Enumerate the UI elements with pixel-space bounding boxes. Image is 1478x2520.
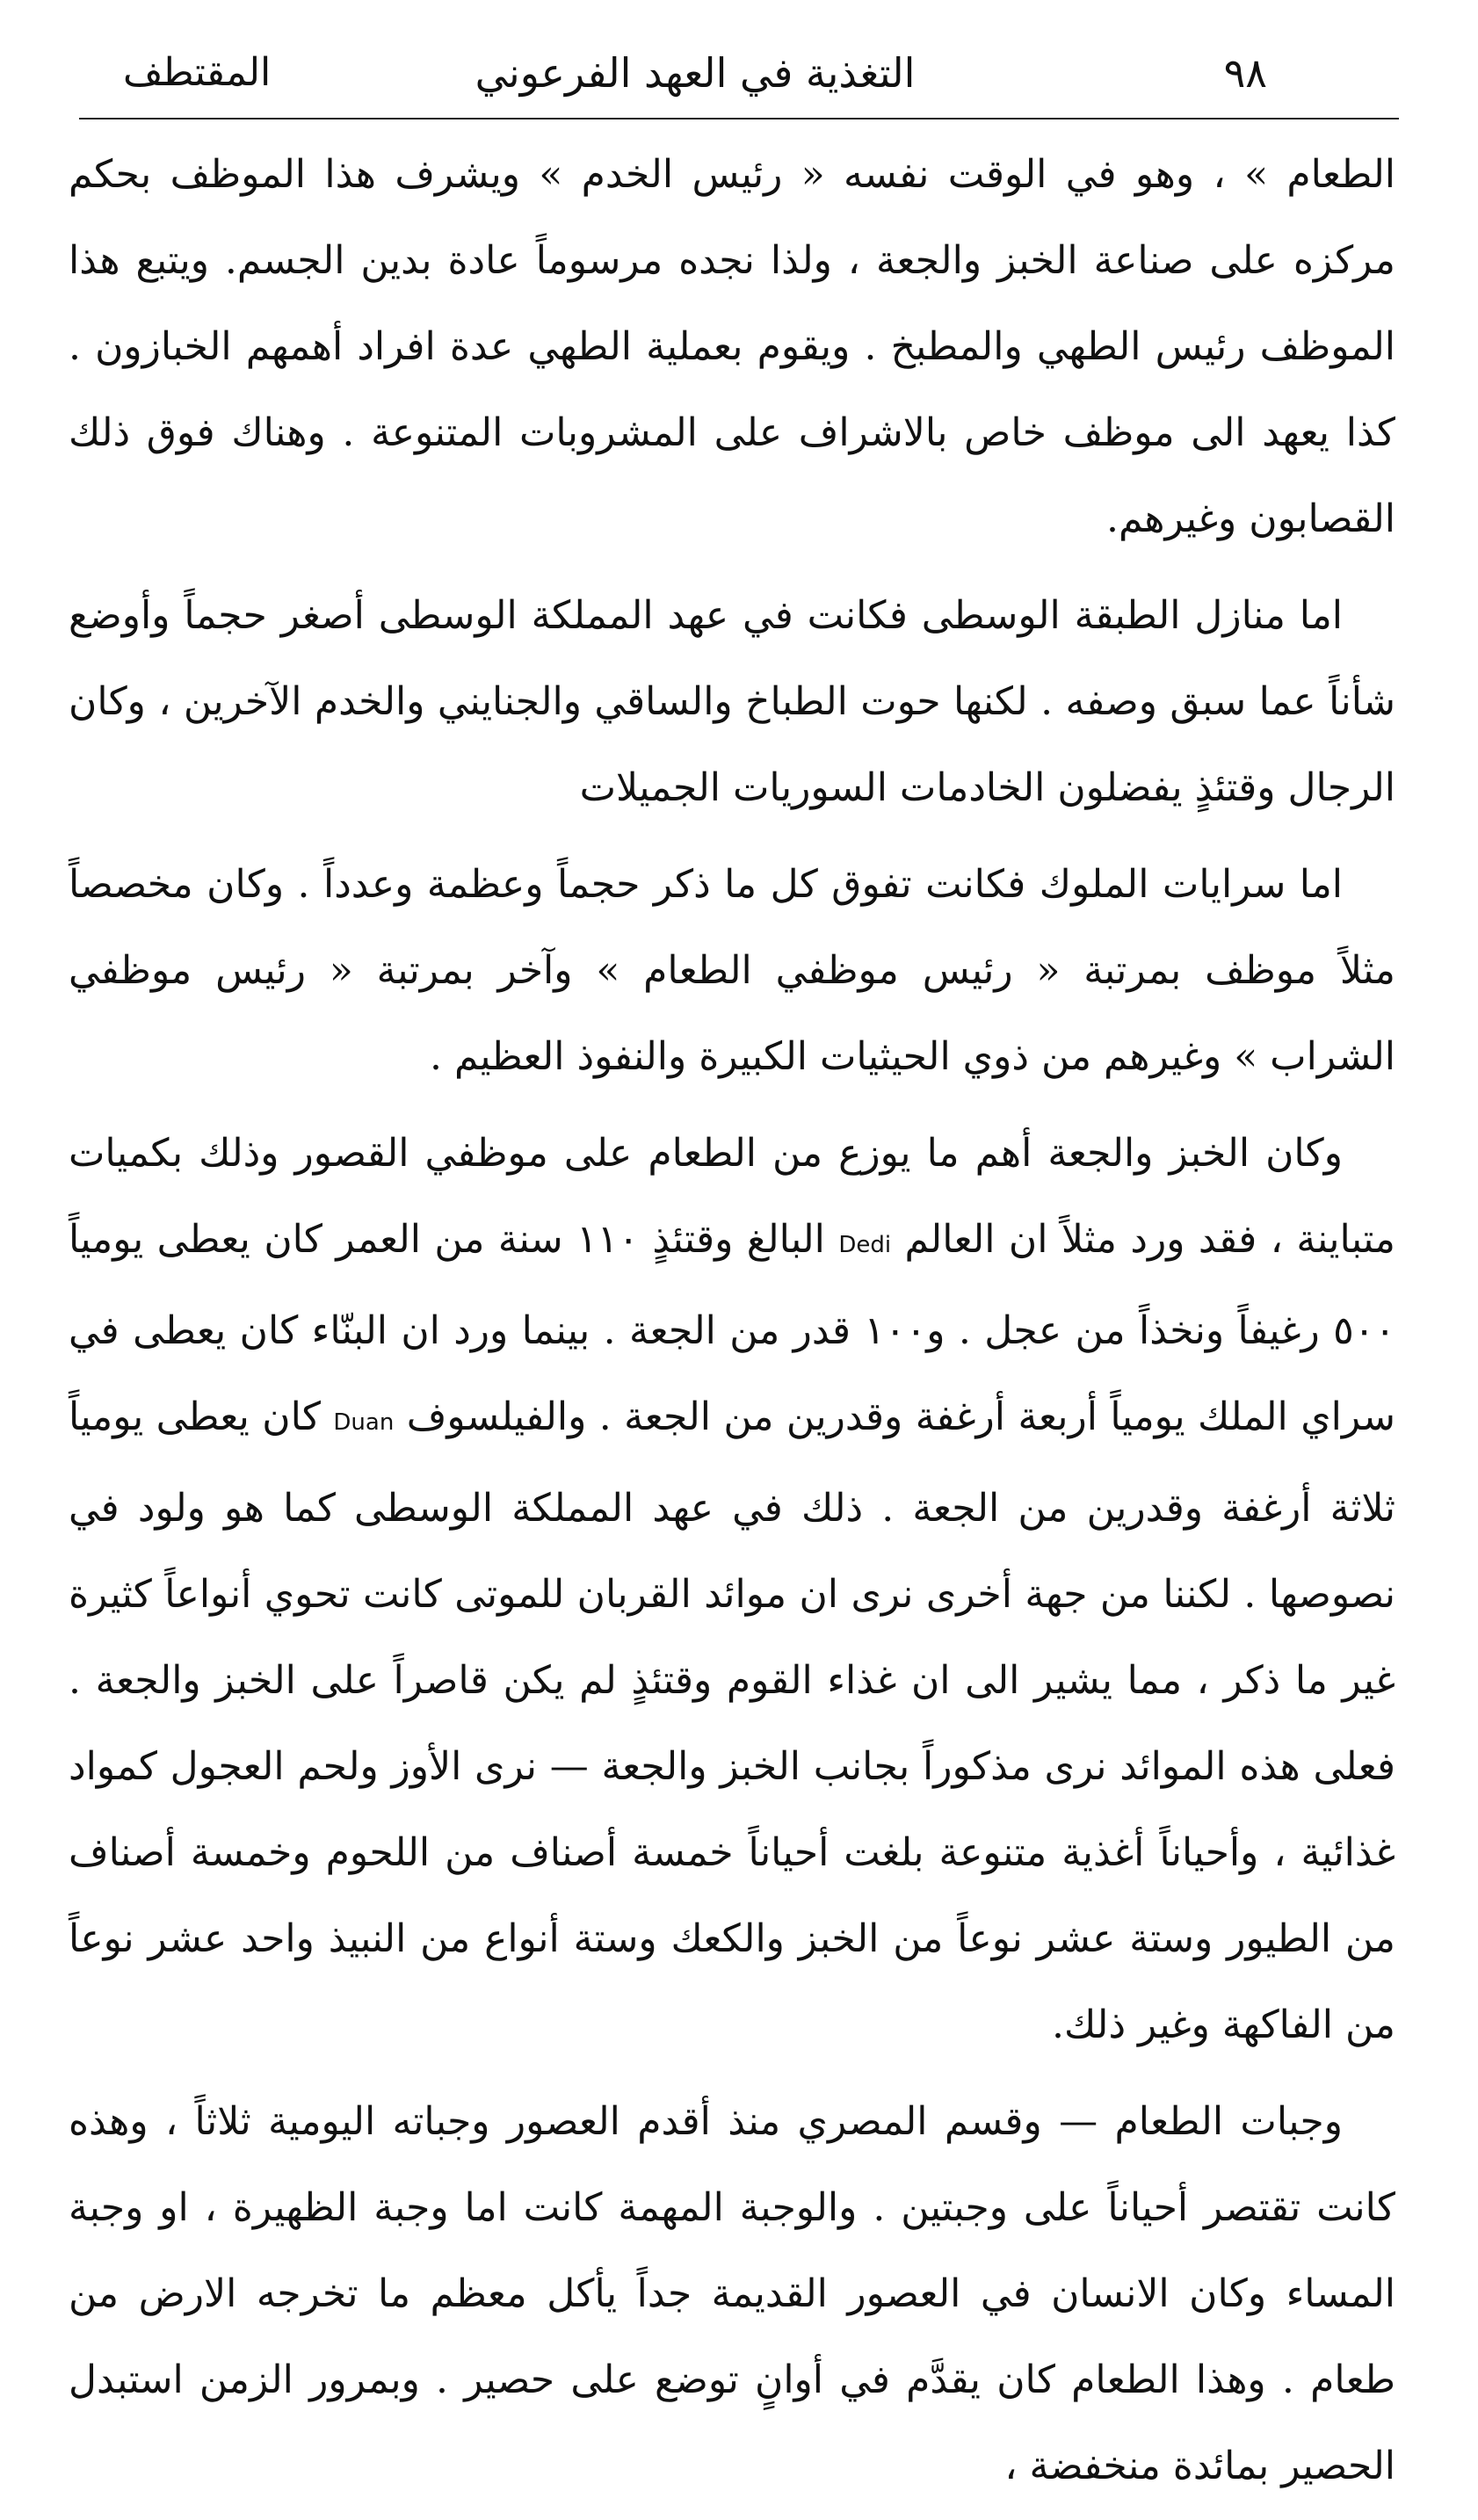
running-header <box>123 42 1267 104</box>
paragraph-royal-palaces: اما سرايات الملوك فكانت تفوق كل ما ذكر حجماً وعظمة وعدداً . وكان مخصصاً مثلاً موظف بمرتبة « رئيس موظفي الطعام » وآخر بمرتبة « رئيس موظفي الشراب » وغيرهم من ذوي الحيثيات الكبيرة والنفوذ العظيم . <box>69 862 1395 1079</box>
paragraph-servants: الطعام » ، وهو في الوقت نفسه « رئيس الخدم » ويشرف هذا الموظف بحكم مركزه على صناعة الخبز والجعة ، ولذا نجده مرسوماً عادة بدين الجسم. ويتبع هذا الموظف رئيس الطهي والمطبخ . ويقوم بعملية الطهي عدة افراد أهمهم الخبازون . كذا يعهد الى موظف خاص بالاشراف على المشروبات المتنوعة . وهناك فوق ذلك القصابون وغيرهم. <box>69 152 1395 541</box>
paragraph-meals: وجبات الطعام — وقسم المصري منذ أقدم العصور وجباته اليومية ثلاثاً ، وهذه كانت تقتصر أحياناً على وجبتين . والوجبة المهمة كانت اما وجبة الظهيرة ، او وجبة المساء وكان الانسان في العصور القديمة جداً يأكل معظم ما تخرجه الارض من طعام . وهذا الطعام كان يقدَّم في أوانٍ توضع على حصير . وبمرور الزمن استبدل الحصير بمائدة منخفضة ، <box>69 2099 1395 2488</box>
body-text <box>69 132 1395 2520</box>
running-title: التغذية في العهد الفرعوني <box>475 49 916 97</box>
latin-name-dedi: Dedi <box>838 1232 892 1258</box>
paragraph-text-part: كان يعطى يومياً ثلاثة أرغفة وقدرين من الجعة . ذلك في عهد المملكة الوسطى كما هو ولود في نصوصها . لكننا من جهة أخرى نرى ان موائد القربان للموتى كانت تحوي أنواعاً كثيرة غير ما ذكر ، مما يشير الى ان غذاء القوم وقتئذٍ لم يكن قاصراً على الخبز والجعة . فعلى هذه الموائد نرى مذكوراً بجانب الخبز والجعة — نرى الأوز ولحم العجول كمواد غذائية ، وأحياناً أغذية متنوعة بلغت أحياناً خمسة أصناف من اللحوم وخمسة أصناف من الطيور وستة عشر نوعاً من الخبز والكعك وستة أنواع من النبيذ واحد عشر نوعاً من الفاكهة وغير ذلك. <box>69 1394 1395 2047</box>
page-number: ٩٨ <box>1223 49 1267 97</box>
paragraph-text-part: وكان الخبز والجعة أهم ما يوزع من الطعام على موظفي القصور وذلك بكميات متباينة ، فقد ورد مثلاً ان العالم <box>69 1131 1395 1262</box>
header-rule <box>79 118 1399 119</box>
paragraph-middle-class-houses: اما منازل الطبقة الوسطى فكانت في عهد المملكة الوسطى أصغر حجماً وأوضع شأناً عما سبق وصفه . لكنها حوت الطباخ والساقي والجنايني والخدم الآخرين ، وكان الرجال وقتئذٍ يفضلون الخادمات السوريات الجميلات <box>69 593 1395 810</box>
journal-name: المقتطف <box>123 50 272 95</box>
latin-name-duan: Duan <box>333 1409 395 1436</box>
paragraph-text-part: البالغ وقتئذٍ ١١٠ سنة من العمر كان يعطى يومياً ٥٠٠ رغيفاً ونخذاً من عجل . و١٠٠ قدر من الجعة . بينما ورد ان البنّاء كان يعطى في سراي الملك يومياً أربعة أرغفة وقدرين من الجعة . والفيلسوف <box>69 1217 1395 1439</box>
paragraph-bread-and-beer <box>69 1111 1395 2068</box>
